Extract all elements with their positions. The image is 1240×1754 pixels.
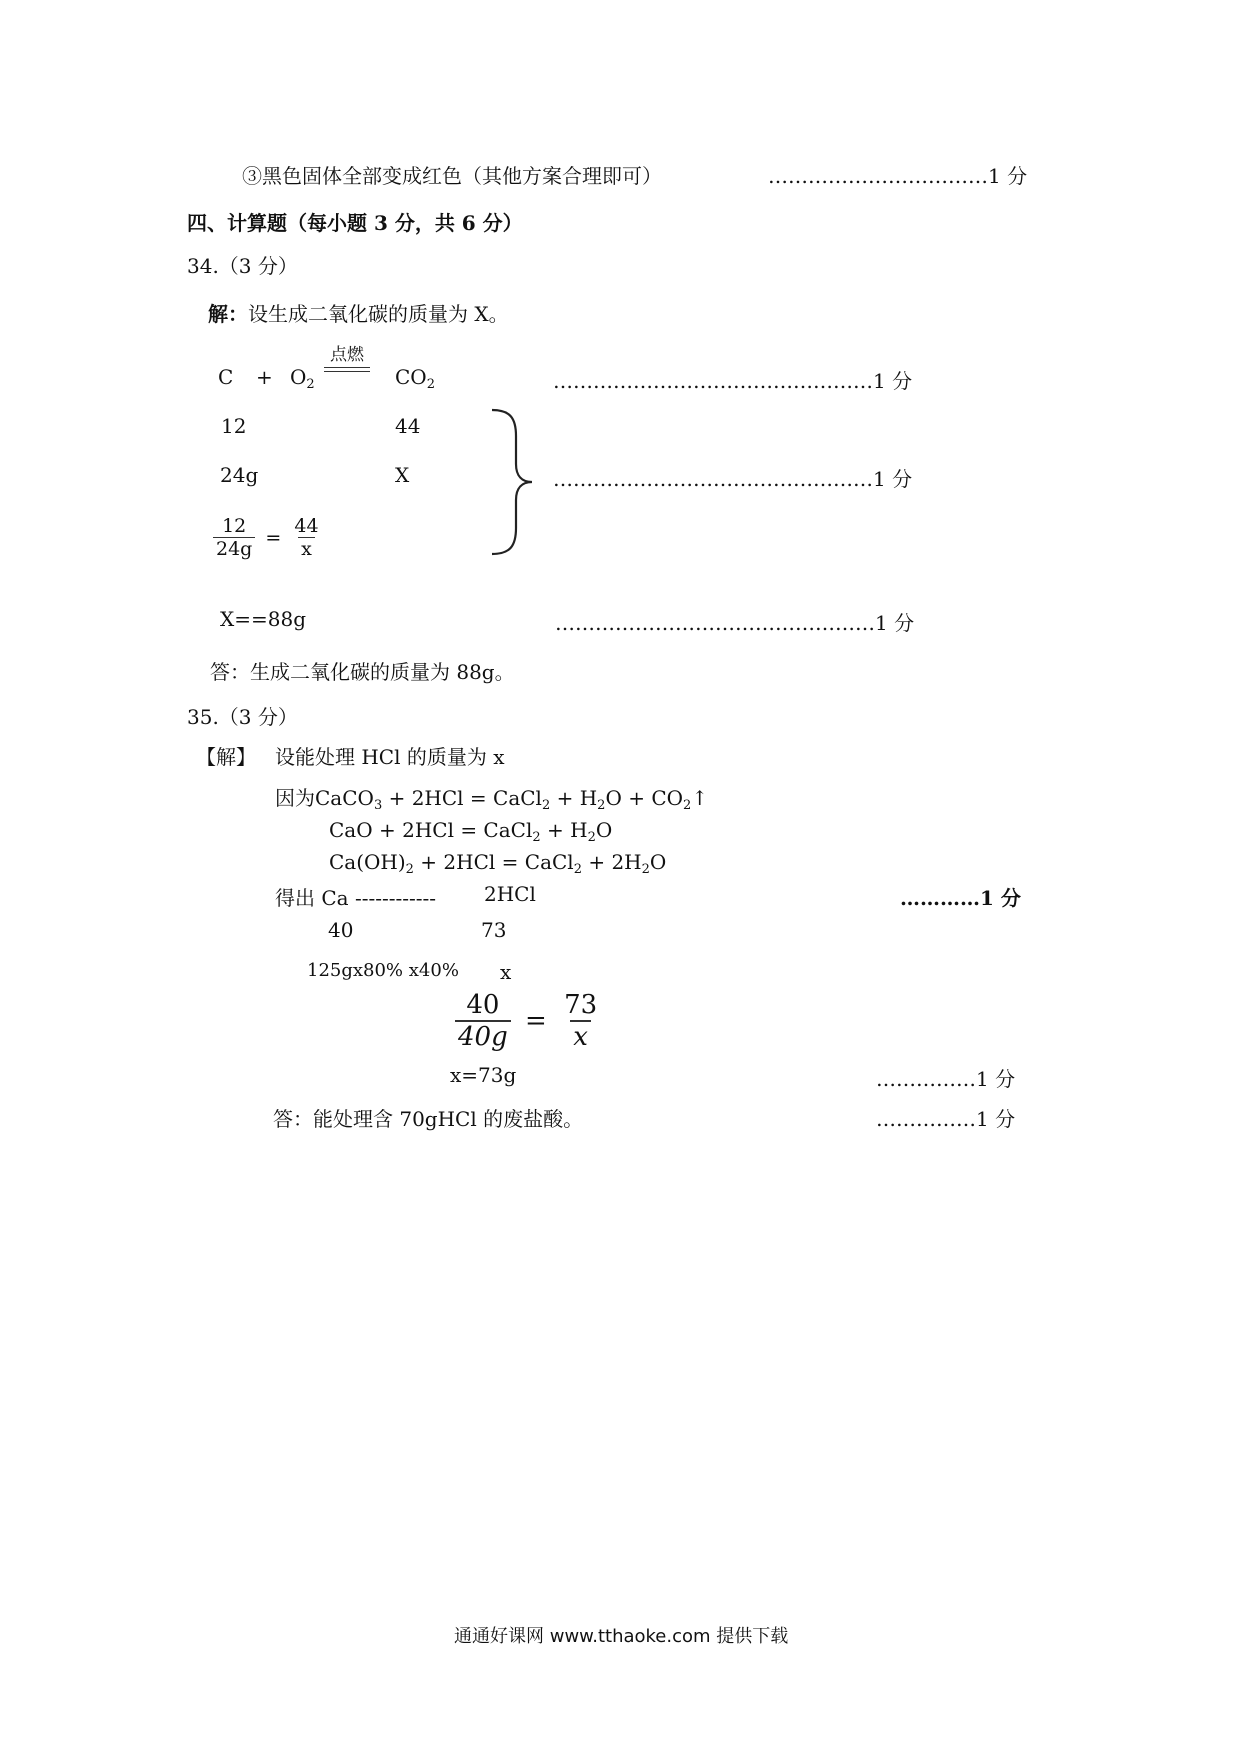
right-brace-icon — [488, 406, 538, 558]
q34-eq-arrow — [324, 346, 370, 372]
q35-frac-left: $\frac{40}{40g}$ — [455, 990, 511, 1052]
q34-eq-plus: + — [256, 365, 273, 389]
q34-r2-b: X — [395, 463, 410, 487]
q35-eq2: CaO + 2HCl = CaCl$_2$ + $H_2O$ — [329, 818, 613, 845]
solution-line-3: ③黑色固体全部变成红色（其他方案合理即可） — [242, 164, 662, 188]
q34-eq-co2: $CO_2$ — [395, 365, 435, 392]
q34-eq-c: C — [218, 365, 234, 389]
q34-r1-a: 12 — [221, 414, 247, 438]
q34-solve — [208, 298, 509, 327]
q35-eq1: 因为CaCO$_3$ + 2HCl = CaCl$_2$ + $H_2O$ + $CO_2↑$ — [275, 786, 709, 813]
q34-frac-left: $\frac{12}{24g}$ — [213, 515, 255, 560]
q35-fraction-equation: $\frac{40}{40g}$ = $\frac{73}{x}$ — [455, 990, 600, 1052]
q34-solve-text: 设生成二氧化碳的质量为 X。 — [248, 302, 509, 326]
q34-eq-condition: 点燃 — [330, 345, 364, 365]
q34-r1-b: 44 — [395, 414, 421, 438]
q34-eq-equals — [324, 367, 370, 372]
q35-result: x=73g — [450, 1063, 517, 1087]
q35-answer-score: ……………1 分 — [876, 1107, 1016, 1131]
q34-frac-right: $\frac{44}{x}$ — [294, 515, 319, 560]
q35-solve-label: 【解】 — [196, 745, 256, 769]
q34-bracket-score: …………………………………………1 分 — [553, 467, 913, 491]
q34-eq-score: …………………………………………1 分 — [553, 369, 913, 393]
q34-result-score: …………………………………………1 分 — [555, 611, 915, 635]
q34-solve-label: 解： — [208, 302, 248, 326]
q35-header: 35.（3 分） — [187, 705, 298, 729]
q34-eq-o2: $O_2$ — [290, 365, 315, 392]
q35-derive-score: …………1 分 — [900, 886, 1021, 910]
q35-r2-b: x — [500, 960, 512, 984]
q35-solve-text: 设能处理 HCl 的质量为 x — [275, 745, 505, 769]
score-line-3: ……………………………1 分 — [768, 164, 1028, 188]
q34-header: 34.（3 分） — [187, 254, 298, 278]
q35-answer: 答：能处理含 70gHCl 的废盐酸。 — [273, 1107, 584, 1131]
q34-result: X==88g — [220, 607, 307, 631]
q35-r2-a: 125gx80% x40% — [307, 960, 459, 981]
q35-eq3: $Ca(OH)_2 + 2HCl$ = CaCl$_2$ + $2H_2O$ — [329, 850, 667, 877]
footer-text: 通通好课网 www.tthaoke.com 提供下载 — [454, 1626, 789, 1647]
q34-answer: 答：生成二氧化碳的质量为 88g。 — [210, 660, 515, 684]
q34-fraction-equation: $\frac{12}{24g}$ = $\frac{44}{x}$ — [213, 515, 322, 560]
q35-derive-b: 2HCl — [484, 882, 536, 906]
section-title: 四、计算题（每小题 3 分，共 6 分） — [187, 211, 523, 235]
q35-r1-b: 73 — [481, 918, 507, 942]
q35-derive-a: 得出 Ca ------------ — [275, 886, 437, 910]
q35-r1-a: 40 — [328, 918, 354, 942]
q35-frac-right: $\frac{73}{x}$ — [564, 990, 598, 1052]
q34-r2-a: 24g — [220, 463, 259, 487]
q35-result-score: ……………1 分 — [876, 1067, 1016, 1091]
